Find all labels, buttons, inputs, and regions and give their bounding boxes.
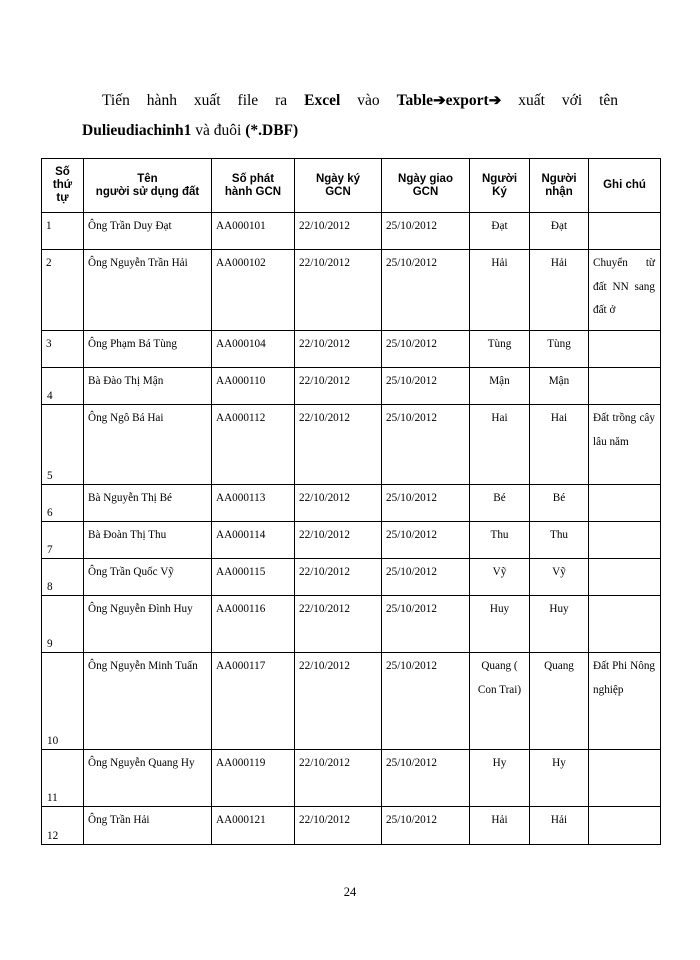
cell-cert: AA000113 <box>212 485 295 522</box>
cell-name: Ông Trần Hải <box>84 807 212 845</box>
cell-note: Đất Phi Nông nghiệp <box>589 653 661 750</box>
cell-note <box>589 368 661 405</box>
cell-stt: 2 <box>42 250 84 331</box>
cell-receiver: Quang <box>530 653 589 750</box>
cell-note <box>589 559 661 596</box>
cell-name: Ông Ngô Bá Hai <box>84 405 212 485</box>
cell-deliver: 25/10/2012 <box>382 368 470 405</box>
cell-note <box>589 485 661 522</box>
cell-note <box>589 522 661 559</box>
table-row <box>42 653 661 750</box>
cell-stt: 4 <box>42 368 84 405</box>
intro-line-1 <box>82 86 618 116</box>
cell-deliver: 25/10/2012 <box>382 405 470 485</box>
table-row <box>42 750 661 807</box>
intro-table: Table <box>396 92 434 109</box>
table-row <box>42 596 661 653</box>
cell-deliver: 25/10/2012 <box>382 750 470 807</box>
page-number: 24 <box>343 885 357 899</box>
header-name: Tên người sử dụng đất <box>84 159 212 213</box>
cell-receiver: Hải <box>530 807 589 845</box>
cell-sign: 22/10/2012 <box>295 807 382 845</box>
cell-signer: Đạt <box>470 213 530 250</box>
intro-tail: xuất với tên <box>518 92 619 109</box>
arrow-right-icon: ➔ <box>488 93 502 109</box>
cell-name: Bà Đào Thị Mận <box>84 368 212 405</box>
cell-cert: AA000114 <box>212 522 295 559</box>
cell-sign: 22/10/2012 <box>295 250 382 331</box>
cell-signer: Thu <box>470 522 530 559</box>
cell-receiver: Hy <box>530 750 589 807</box>
cell-receiver: Hải <box>530 250 589 331</box>
cell-sign: 22/10/2012 <box>295 522 382 559</box>
cell-signer: Quang ( Con Trai) <box>470 653 530 750</box>
cell-deliver: 25/10/2012 <box>382 807 470 845</box>
cell-signer: Hai <box>470 405 530 485</box>
cell-stt: 12 <box>42 807 84 845</box>
table-row <box>42 368 661 405</box>
cell-stt: 11 <box>42 750 84 807</box>
cell-receiver: Tùng <box>530 331 589 368</box>
table-row <box>42 485 661 522</box>
cell-signer: Mận <box>470 368 530 405</box>
cell-signer: Vỹ <box>470 559 530 596</box>
header-receiver: Người nhận <box>530 159 589 213</box>
cell-signer: Hải <box>470 807 530 845</box>
cell-cert: AA000115 <box>212 559 295 596</box>
intro-paragraph <box>82 86 618 145</box>
cell-stt: 3 <box>42 331 84 368</box>
cell-sign: 22/10/2012 <box>295 653 382 750</box>
table-row <box>42 405 661 485</box>
cell-sign: 22/10/2012 <box>295 750 382 807</box>
intro-vao: vào <box>357 92 380 109</box>
cell-sign: 22/10/2012 <box>295 368 382 405</box>
cell-receiver: Bé <box>530 485 589 522</box>
cell-note <box>589 596 661 653</box>
cell-name: Ông Trần Duy Đạt <box>84 213 212 250</box>
cell-name: Ông Nguyễn Đình Huy <box>84 596 212 653</box>
cell-cert: AA000112 <box>212 405 295 485</box>
intro-lead: Tiến hành xuất file ra <box>102 92 288 109</box>
cell-signer: Huy <box>470 596 530 653</box>
cell-receiver: Thu <box>530 522 589 559</box>
header-cert: Số phát hành GCN <box>212 159 295 213</box>
cell-name: Ông Nguyễn Trần Hải <box>84 250 212 331</box>
cell-cert: AA000102 <box>212 250 295 331</box>
intro-excel: Excel <box>304 92 341 109</box>
cell-receiver: Đạt <box>530 213 589 250</box>
arrow-right-icon: ➔ <box>433 93 446 109</box>
cell-signer: Bé <box>470 485 530 522</box>
cell-deliver: 25/10/2012 <box>382 485 470 522</box>
cell-name: Bà Nguyễn Thị Bé <box>84 485 212 522</box>
cell-sign: 22/10/2012 <box>295 485 382 522</box>
intro-ext: (*.DBF) <box>245 122 299 139</box>
table-header-row <box>42 159 661 213</box>
table-row <box>42 250 661 331</box>
cell-deliver: 25/10/2012 <box>382 596 470 653</box>
cell-sign: 22/10/2012 <box>295 213 382 250</box>
table-row <box>42 213 661 250</box>
cell-signer: Hy <box>470 750 530 807</box>
cell-receiver: Vỹ <box>530 559 589 596</box>
cell-stt: 7 <box>42 522 84 559</box>
cell-cert: AA000117 <box>212 653 295 750</box>
cell-stt: 8 <box>42 559 84 596</box>
cell-cert: AA000116 <box>212 596 295 653</box>
cell-name: Ông Trần Quốc Vỹ <box>84 559 212 596</box>
header-stt: Số thứ tự <box>42 159 84 213</box>
intro-line-2 <box>82 116 618 145</box>
cell-signer: Hải <box>470 250 530 331</box>
cell-stt: 9 <box>42 596 84 653</box>
table-row <box>42 559 661 596</box>
intro-filename: Dulieudiachinh1 <box>82 122 192 139</box>
cell-stt: 5 <box>42 405 84 485</box>
cell-cert: AA000110 <box>212 368 295 405</box>
cell-sign: 22/10/2012 <box>295 405 382 485</box>
header-sign-date: Ngày ký GCN <box>295 159 382 213</box>
table-row <box>42 331 661 368</box>
certificate-table <box>41 158 661 845</box>
cell-name: Ông Nguyễn Minh Tuấn <box>84 653 212 750</box>
cell-receiver: Hai <box>530 405 589 485</box>
cell-cert: AA000101 <box>212 213 295 250</box>
cell-sign: 22/10/2012 <box>295 559 382 596</box>
cell-sign: 22/10/2012 <box>295 596 382 653</box>
cell-note <box>589 750 661 807</box>
cell-stt: 10 <box>42 653 84 750</box>
header-note: Ghi chú <box>589 159 661 213</box>
intro-export: export <box>445 92 489 109</box>
cell-name: Bà Đoàn Thị Thu <box>84 522 212 559</box>
cell-stt: 6 <box>42 485 84 522</box>
cell-stt: 1 <box>42 213 84 250</box>
cell-note: Chuyển từ đất NN sang đất ở <box>589 250 661 331</box>
header-signer: Người Ký <box>470 159 530 213</box>
cell-deliver: 25/10/2012 <box>382 250 470 331</box>
cell-name: Ông Phạm Bá Tùng <box>84 331 212 368</box>
cell-note <box>589 807 661 845</box>
cell-note <box>589 331 661 368</box>
cell-deliver: 25/10/2012 <box>382 213 470 250</box>
cell-cert: AA000119 <box>212 750 295 807</box>
cell-note: Đất trồng cây lâu năm <box>589 405 661 485</box>
cell-deliver: 25/10/2012 <box>382 331 470 368</box>
cell-sign: 22/10/2012 <box>295 331 382 368</box>
cell-cert: AA000121 <box>212 807 295 845</box>
table-row <box>42 807 661 845</box>
cell-cert: AA000104 <box>212 331 295 368</box>
cell-deliver: 25/10/2012 <box>382 522 470 559</box>
cell-note <box>589 213 661 250</box>
cell-receiver: Mận <box>530 368 589 405</box>
intro-and-ext: và đuôi <box>195 122 242 139</box>
cell-deliver: 25/10/2012 <box>382 653 470 750</box>
cell-deliver: 25/10/2012 <box>382 559 470 596</box>
table-row <box>42 522 661 559</box>
cell-signer: Tùng <box>470 331 530 368</box>
cell-receiver: Huy <box>530 596 589 653</box>
header-deliver-date: Ngày giao GCN <box>382 159 470 213</box>
cell-name: Ông Nguyễn Quang Hy <box>84 750 212 807</box>
